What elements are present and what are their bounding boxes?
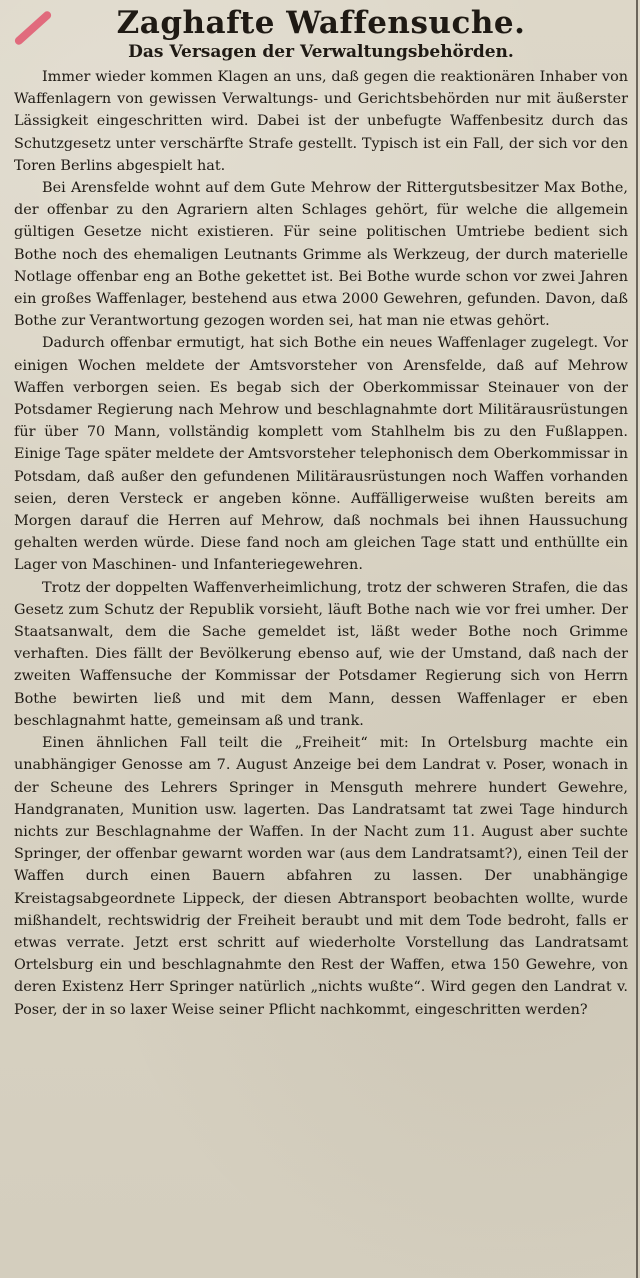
article-paragraph-3: Dadurch offenbar ermutigt, hat sich Bothe ein neues Waffenlager zugelegt. Vor einigen Wochen meldete der Amtsvorsteher von Arensfelde, daß auf Mehrow Waffen verborgen seien. Es begab sich der Oberkommissar Steinauer von der Potsdamer Regierung nach Mehrow und beschlagnahmte dort Militärausrüstungen für über 70 Mann, vollständig komplett vom Stahlhelm bis zu den Fußlappen. Einige Tage später meldete der Amtsvorsteher telephonisch dem Oberkommissar in Potsdam, daß außer den gefundenen Militärausrüstungen noch Waffen vorhanden seien, deren Versteck er angeben könne. Auffälligerweise wußten bereits am Morgen darauf die Herren auf Mehrow, daß nochmals bei ihnen Haussuchung gehalten werden würde. Diese fand noch am gleichen Tage statt und enthüllte ein Lager von Maschinen- und Infanteriegewehren. [14,335,628,574]
article-paragraph-2: Bei Arensfelde wohnt auf dem Gute Mehrow der Rittergutsbesitzer Max Bothe, der offenbar zu den Agrariern alten Schlages gehört, für welche die allgemein gültigen Gesetze nicht existieren. Für seine politischen Umtriebe bedient sich Bothe noch des ehemaligen Leutnants Grimme als Werkzeug, der durch materielle Notlage offenbar eng an Bothe gekettet ist. Bei Bothe wurde schon vor zwei Jahren ein großes Waffenlager, bestehend aus etwa 2000 Gewehren, gefunden. Davon, daß Bothe zur Verantwortung gezogen worden sei, hat man nie etwas gehört. [14,180,628,330]
article-body [14,66,628,1021]
article-subheadline: Das Versagen der Verwaltungsbehörden. [128,42,514,62]
article-paragraph-5: Einen ähnlichen Fall teilt die „Freiheit“ mit: In Ortelsburg machte ein unabhängiger Genosse am 7. August Anzeige bei dem Landrat v. Poser, wonach in der Scheune des Lehrers Springer in Mensguth mehrere hundert Gewehre, Handgranaten, Munition usw. lagerten. Das Landratsamt tat zwei Tage hindurch nichts zur Beschlagnahme der Waffen. In der Nacht zum 11. August aber suchte Springer, der offenbar gewarnt worden war (aus dem Landratsamt?), einen Teil der Waffen durch einen Bauern abfahren zu lassen. Der unabhängige Kreistagsabgeordnete Lippeck, der diesen Abtransport beobachten wollte, wurde mißhandelt, rechtswidrig der Freiheit beraubt und mit dem Tode bedroht, falls er etwas verrate. Jetzt erst schritt auf wiederholte Vorstellung das Landratsamt Ortelsburg ein und beschlagnahmte den Rest der Waffen, etwa 150 Gewehre, von deren Existenz Herr Springer natürlich „nichts wußte“. Wird gegen den Landrat v. Poser, der in so laxer Weise seiner Pflicht nachkommt, eingeschritten werden? [14,735,628,1018]
page-border-line [636,0,638,1278]
article-paragraph-1: Immer wieder kommen Klagen an uns, daß gegen die reaktionären Inhaber von Waffenlagern von gewissen Verwaltungs- und Gerichtsbehörden nur mit äußerster Lässigkeit eingeschritten wird. Dabei ist der unbefugte Waffenbesitz durch das Schutzgesetz unter verschärfte Strafe gestellt. Typisch ist ein Fall, der sich vor den Toren Berlins abgespielt hat. [14,69,628,174]
article-paragraph-4: Trotz der doppelten Waffenverheimlichung, trotz der schweren Strafen, die das Gesetz zum Schutz der Republik vorsieht, läuft Bothe nach wie vor frei umher. Der Staatsanwalt, dem die Sache gemeldet ist, läßt weder Bothe noch Grimme verhaften. Dies fällt der Bevölkerung ebenso auf, wie der Umstand, daß nach der zweiten Waffensuche der Kommissar der Potsdamer Regierung sich von Herrn Bothe bewirten ließ und mit dem Mann, dessen Waffenlager er eben beschlagnahmt hatte, gemeinsam aß und trank. [14,579,628,729]
article-headline: Zaghafte Waffensuche. [116,5,526,41]
